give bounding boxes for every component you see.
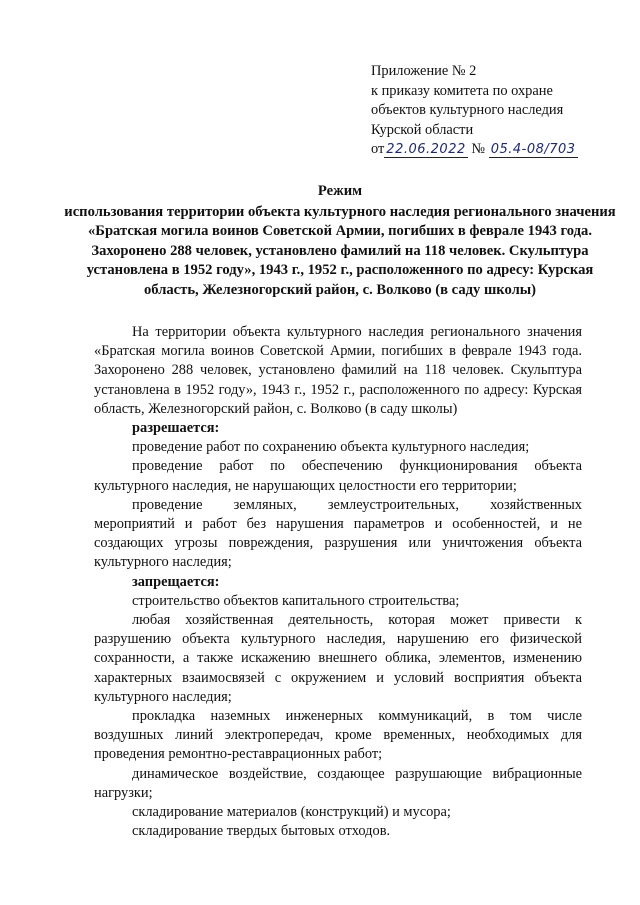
number-prefix: № bbox=[471, 141, 486, 157]
date-prefix: от bbox=[371, 141, 385, 157]
allowed-item: проведение работ по сохранению объекта культурного наследия; bbox=[132, 439, 530, 456]
title-heading: Режим bbox=[317, 183, 363, 199]
forbidden-item: строительство объектов капитального строительства; bbox=[132, 592, 460, 609]
document-body bbox=[94, 323, 582, 841]
allowed-item: проведение работ по обеспечению функционирования объекта культурного наследия, не нарушающих целостности его территории; bbox=[94, 458, 582, 494]
forbidden-item: динамическое воздействие, создающее разрушающие вибрационные нагрузки; bbox=[94, 765, 582, 801]
annex-date-number-line bbox=[371, 140, 631, 160]
forbidden-item: складирование твердых бытовых отходов. bbox=[132, 823, 391, 840]
forbidden-heading: запрещается: bbox=[132, 573, 220, 590]
allowed-item: проведение земляных, землеустроительных, хозяйственных мероприятий и работ без нарушения параметров и особенностей, и не создающих угрозы повреждения, разрушения или уничтожения объекта культурного наследия; bbox=[94, 496, 582, 571]
allowed-heading: разрешается: bbox=[132, 420, 220, 437]
handwritten-date: 22.06.2022 bbox=[386, 142, 466, 157]
handwritten-number: 05.4-08/703 bbox=[490, 142, 576, 157]
forbidden-item: складирование материалов (конструкций) и мусора; bbox=[132, 804, 451, 821]
annex-line-1: Приложение № 2 bbox=[371, 63, 477, 79]
forbidden-item: прокладка наземных инженерных коммуникаций, в том числе воздушных линий электропередач, кроме временных, необходимых для проведения ремонтно-реставрационных работ; bbox=[94, 708, 582, 763]
title-text: использования территории объекта культурного наследия регионального значения «Братская могила воинов Советской Армии, погибших в феврале 1943 года. Захоронено 288 человек, установлено фамилий на 118 человек. Скульптура установлена в 1952 году», 1943 г., 1952 г., расположенного по адресу: Курская область, Железногорский район, с. Волково (в саду школы) bbox=[64, 203, 616, 298]
annex-block bbox=[371, 62, 631, 160]
annex-line-3: объектов культурного наследия bbox=[371, 102, 564, 118]
annex-line-4: Курской области bbox=[371, 121, 474, 138]
forbidden-item: любая хозяйственная деятельность, которая может привести к разрушению объекта культурного наследия, нарушению его физической сохранности, а также искажению внешнего облика, элементов, изменению характерных взаимосвязей с окружением и условий восприятия объекта культурного наследия; bbox=[94, 612, 582, 705]
intro-paragraph: На территории объекта культурного наследия регионального значения «Братская могила воинов Советской Армии, погибших в феврале 1943 года. Захоронено 288 человек, установлено фамилий на 118 человек. Скульптура установлена в 1952 году», 1943 г., 1952 г., расположенного по адресу: Курская область, Железногорский район, с. Волково (в саду школы) bbox=[94, 324, 582, 417]
document-title bbox=[60, 182, 620, 300]
annex-line-2: к приказу комитета по охране bbox=[371, 82, 553, 99]
